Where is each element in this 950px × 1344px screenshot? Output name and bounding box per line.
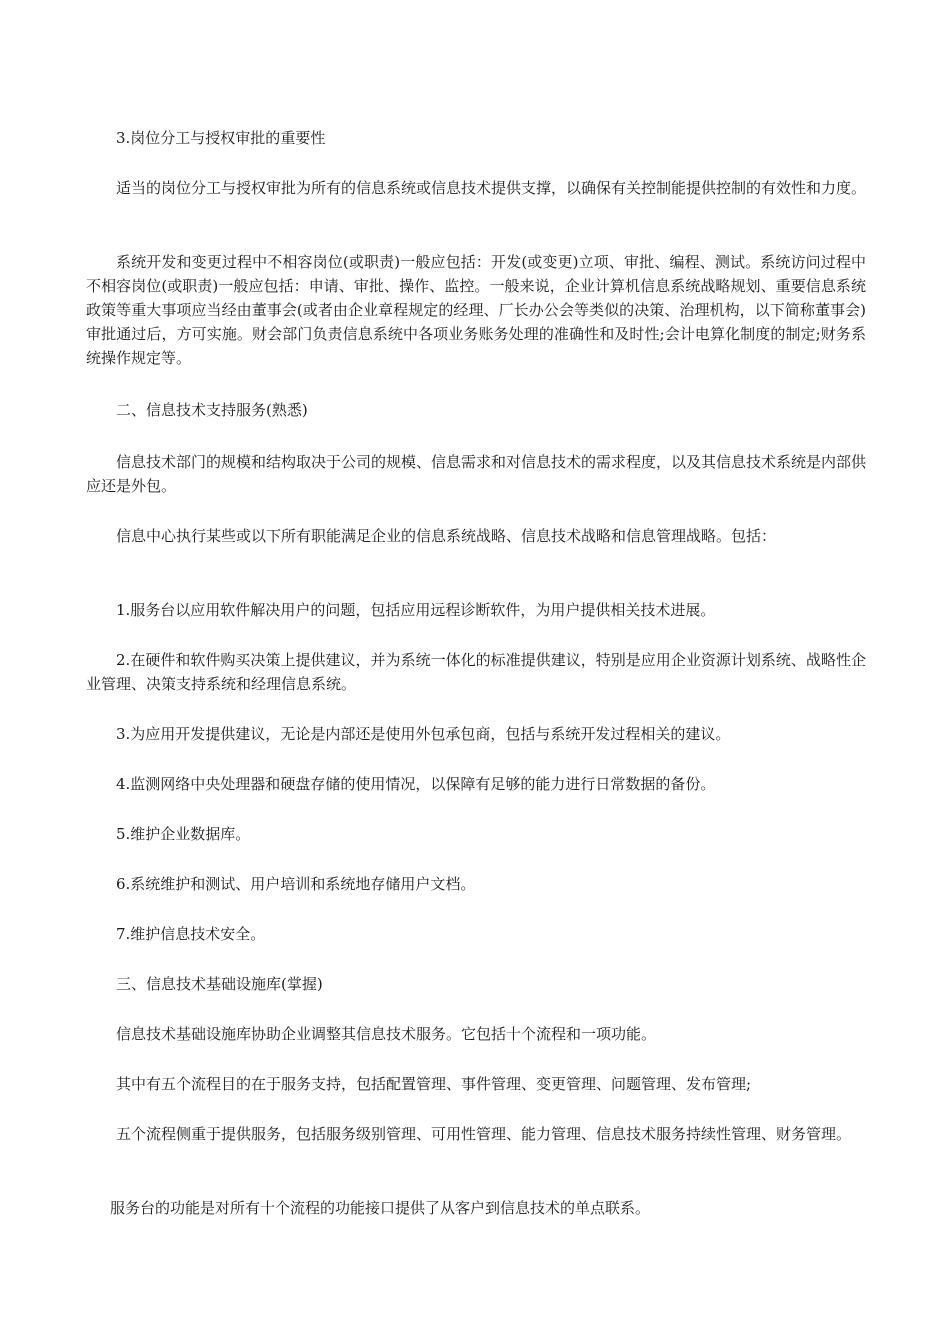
paragraph-service-desk: 服务台的功能是对所有十个流程的功能接口提供了从客户到信息技术的单点联系。 [110, 1199, 651, 1217]
paragraph-separation-intro: 适当的岗位分工与授权审批为所有的信息系统或信息技术提供支撑，以确保有关控制能提供控制的有效性和力度。 [116, 179, 867, 197]
list-item-5: 5.维护企业数据库。 [116, 825, 251, 843]
list-item-1: 1.服务台以应用软件解决用户的问题，包括应用远程诊断软件，为用户提供相关技术进展。 [116, 601, 716, 619]
paragraph-it-department: 信息技术部门的规模和结构取决于公司的规模、信息需求和对信息技术的需求程度，以及其信息技术系统是内部供应还是外包。 [86, 453, 867, 495]
paragraph-info-center: 信息中心执行某些或以下所有职能满足企业的信息系统战略、信息技术战略和信息管理战略。包括： [116, 527, 777, 545]
list-item-2: 2.在硬件和软件购买决策上提供建议，并为系统一体化的标准提供建议，特别是应用企业资源计划系统、战略性企业管理、决策支持系统和经理信息系统。 [86, 651, 866, 693]
paragraph-incompatible-roles: 系统开发和变更过程中不相容岗位(或职责)一般应包括：开发(或变更)立项、审批、编程、测试。系统访问过程中不相容岗位(或职责)一般应包括：申请、审批、操作、监控。一般来说，企业计算机信息系统战略规划、重要信息系统政策等重大事项应当经由董事会(或者由企业章程规定的经理、厂长办公会等类似的决策、治理机构，以下简称董事会)审批通过后，方可实施。财会部门负责信息系统中各项业务账务处理的准确性和及时性;会计电算化制度的制定;财务系统操作规定等。 [86, 253, 866, 367]
heading-job-separation: 3.岗位分工与授权审批的重要性 [116, 129, 326, 147]
heading-it-support: 二、信息技术支持服务(熟悉) [116, 401, 308, 419]
list-item-4: 4.监测网络中央处理器和硬盘存储的使用情况，以保障有足够的能力进行日常数据的备份。 [116, 775, 716, 793]
list-item-7: 7.维护信息技术安全。 [116, 925, 266, 943]
list-item-3: 3.为应用开发提供建议，无论是内部还是使用外包承包商，包括与系统开发过程相关的建议。 [116, 725, 731, 743]
heading-itil: 三、信息技术基础设施库(掌握) [116, 975, 323, 993]
paragraph-itil-intro: 信息技术基础设施库协助企业调整其信息技术服务。它包括十个流程和一项功能。 [116, 1025, 657, 1043]
paragraph-service-delivery: 五个流程侧重于提供服务，包括服务级别管理、可用性管理、能力管理、信息技术服务持续性管理、财务管理。 [116, 1125, 852, 1143]
list-item-6: 6.系统维护和测试、用户培训和系统地存储用户文档。 [116, 875, 476, 893]
paragraph-service-support: 其中有五个流程目的在于服务支持，包括配置管理、事件管理、变更管理、问题管理、发布管理; [116, 1075, 752, 1093]
